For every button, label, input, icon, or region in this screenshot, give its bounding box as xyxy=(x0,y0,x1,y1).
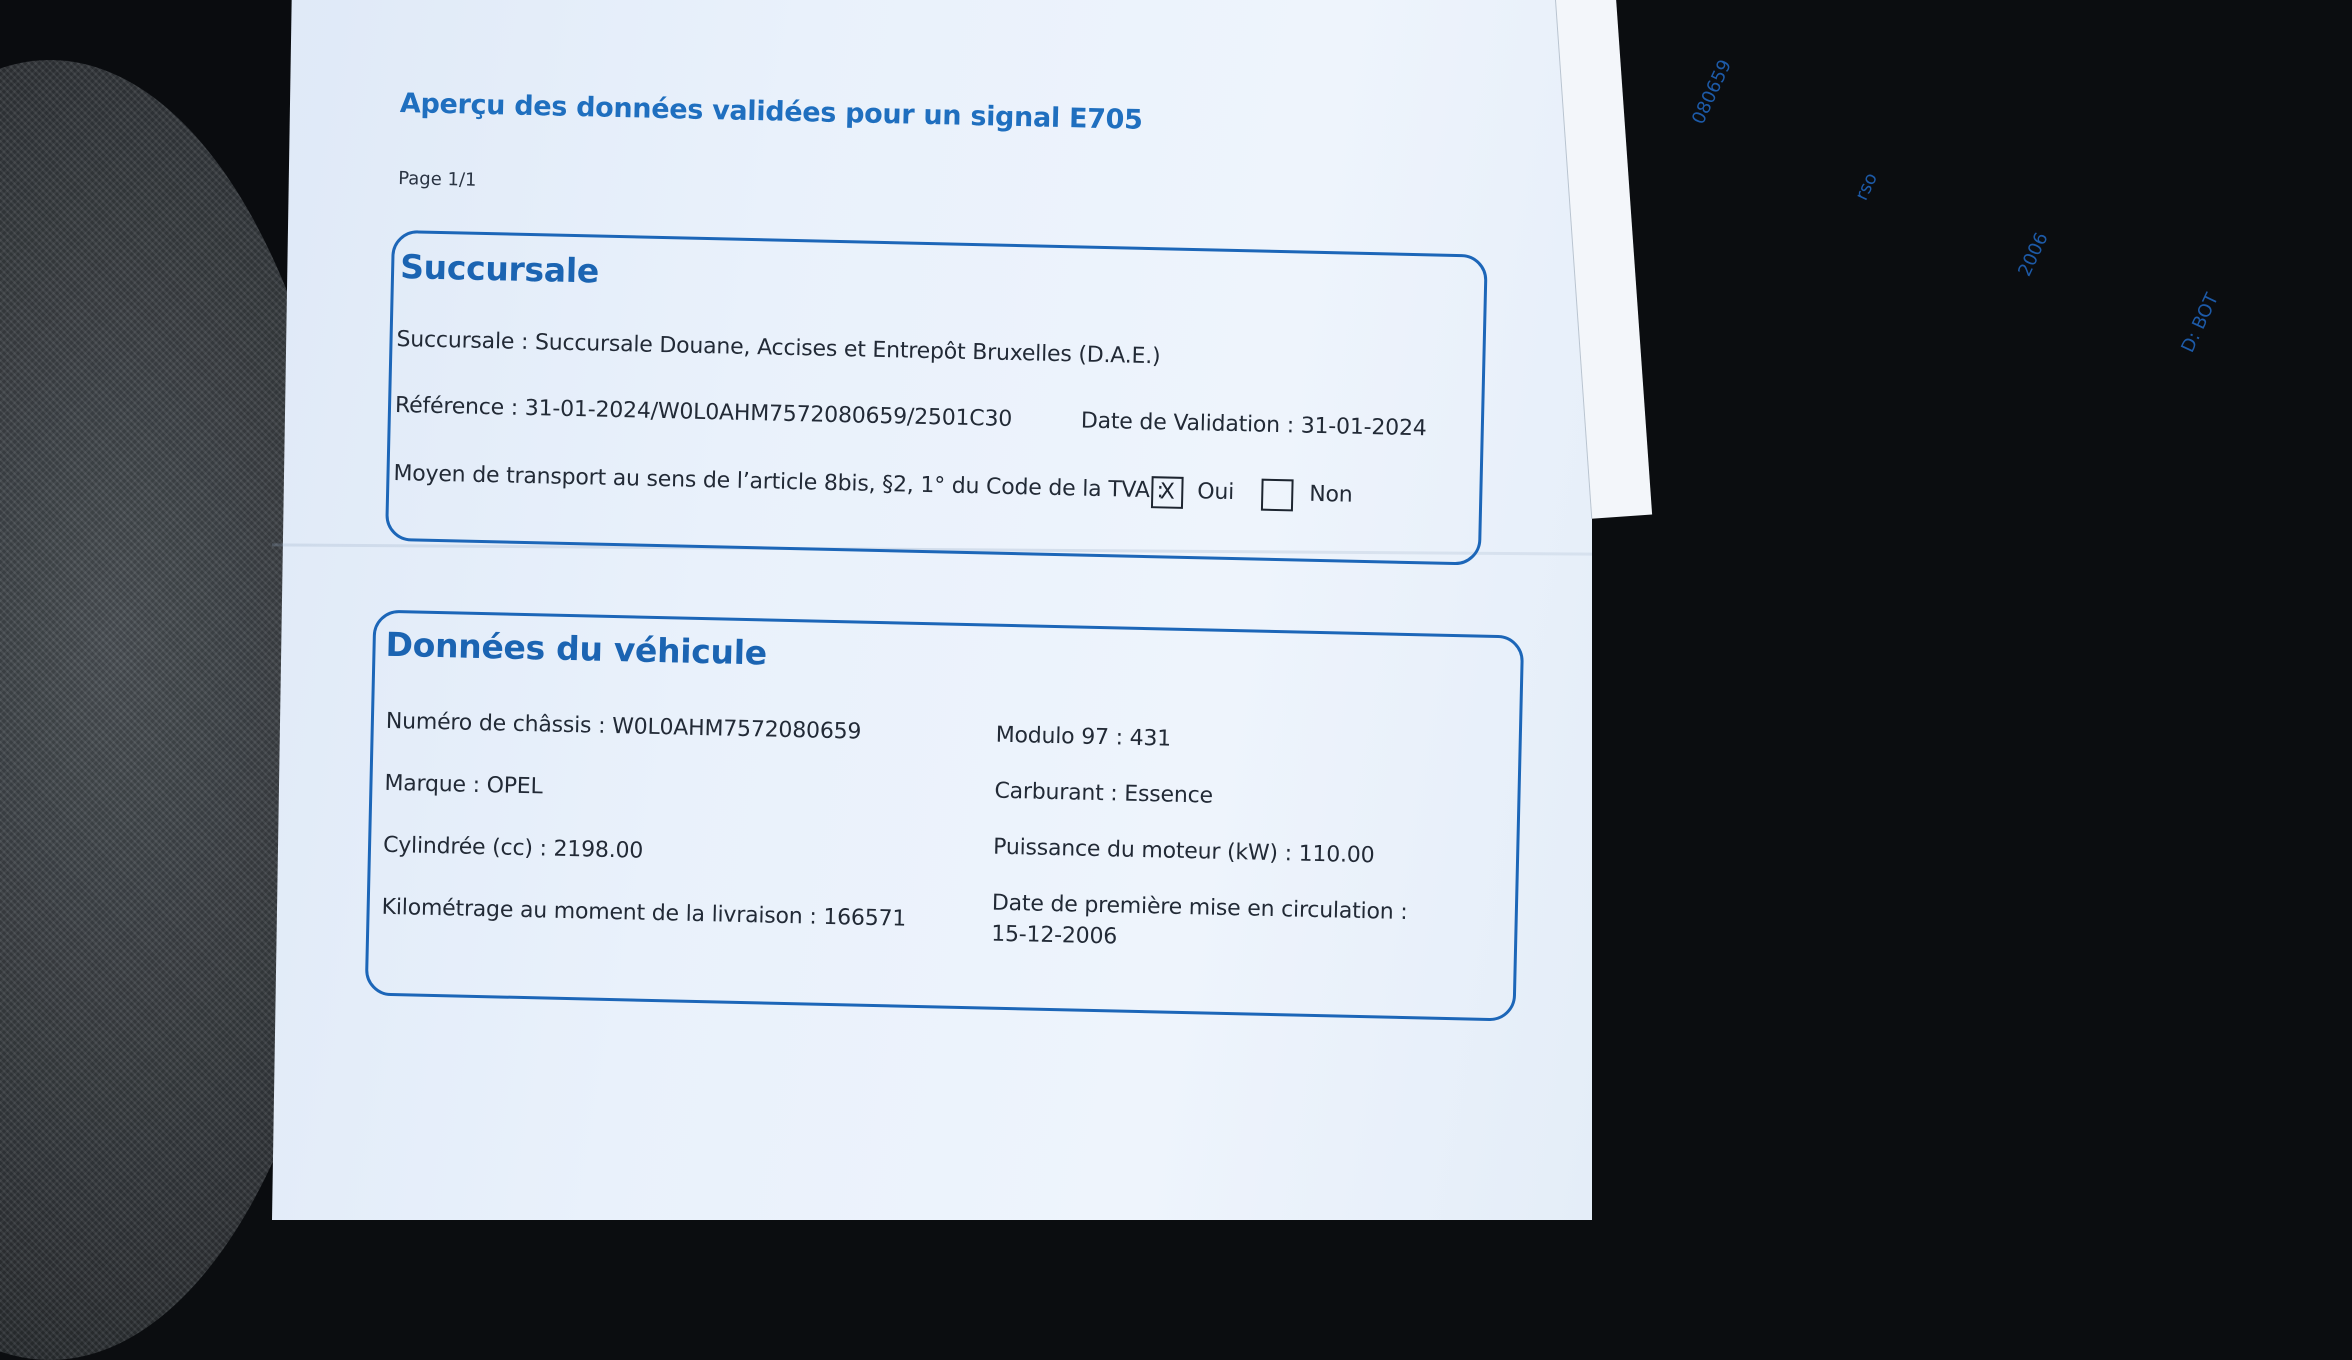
first-registration-label: Date de première mise en circulation : xyxy=(991,890,1408,926)
side-fragment: 080659 xyxy=(1687,56,1737,128)
fuel-type: Carburant : Essence xyxy=(994,778,1214,809)
vehicle-section xyxy=(365,610,1524,1022)
side-sheet-text xyxy=(1562,24,2340,415)
document-title: Aperçu des données validées pour un signal E705 xyxy=(399,88,1143,136)
first-registration xyxy=(991,891,1408,956)
succursale-section xyxy=(385,230,1488,566)
transport-question: Moyen de transport au sens de l’article 8bis, §2, 1° du Code de la TVA : xyxy=(393,460,1165,504)
non-label: Non xyxy=(1309,481,1353,508)
side-fragment: 2006 xyxy=(2014,229,2053,280)
succursale-line: Succursale : Succursale Douane, Accises et Entrepôt Bruxelles (D.A.E.) xyxy=(396,326,1161,370)
first-registration-date: 15-12-2006 xyxy=(990,921,1118,950)
side-fragment: D: BOT xyxy=(2177,290,2223,356)
section-heading: Données du véhicule xyxy=(385,624,768,673)
validation-date: Date de Validation : 31-01-2024 xyxy=(1080,408,1427,442)
engine-displacement: Cylindrée (cc) : 2198.00 xyxy=(382,832,644,864)
engine-power: Puissance du moteur (kW) : 110.00 xyxy=(992,834,1375,869)
modulo-97: Modulo 97 : 431 xyxy=(995,722,1172,752)
oui-checkbox: X xyxy=(1151,476,1184,509)
reference-line: Référence : 31-01-2024/W0L0AHM7572080659/2501C30 xyxy=(394,392,1013,432)
side-fragment: rso xyxy=(1851,169,1882,204)
chassis-number: Numéro de châssis : W0L0AHM7572080659 xyxy=(385,708,862,745)
non-checkbox xyxy=(1261,479,1294,512)
oui-label: Oui xyxy=(1197,479,1235,506)
page-number: Page 1/1 xyxy=(397,167,477,191)
mileage: Kilométrage au moment de la livraison : 166571 xyxy=(381,894,907,932)
section-heading: Succursale xyxy=(399,247,600,291)
brand: Marque : OPEL xyxy=(384,770,543,800)
